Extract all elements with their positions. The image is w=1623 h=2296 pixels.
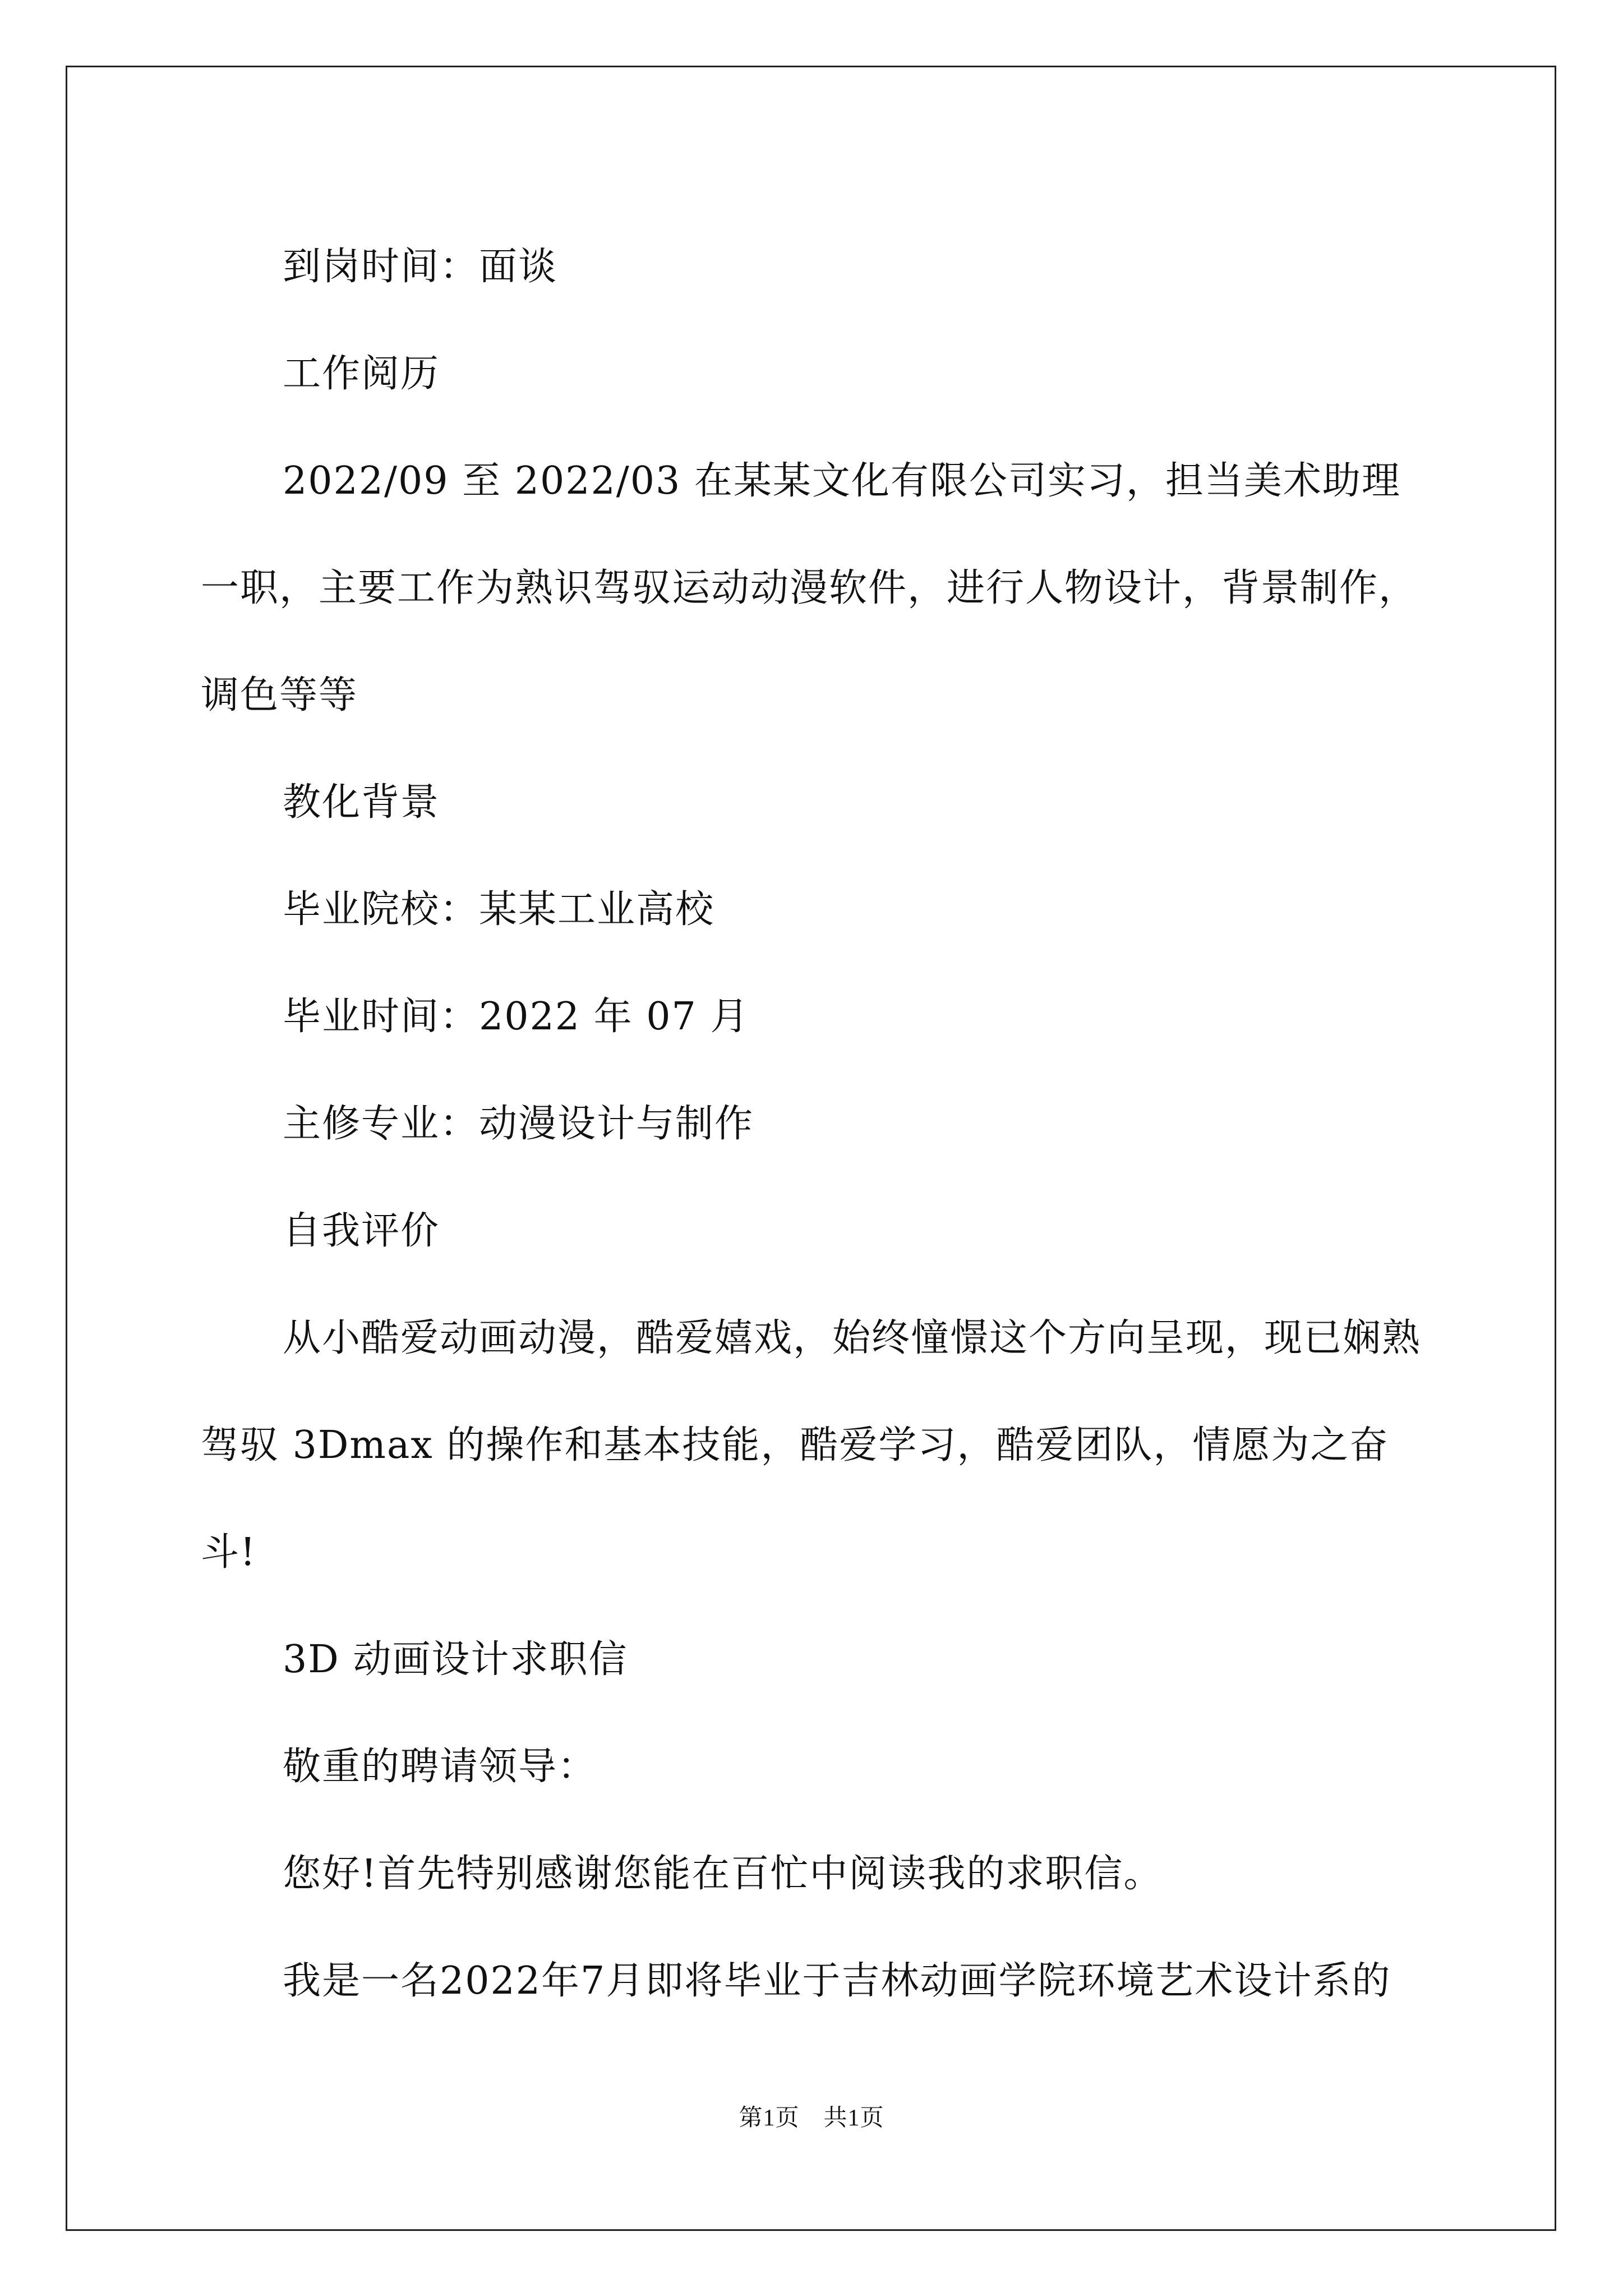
paragraph-greeting: 您好!首先特别感谢您能在百忙中阅读我的求职信。 <box>283 1852 1163 1896</box>
heading-work-experience: 工作阅历 <box>283 352 440 396</box>
page-footer: 第1页 共1页 <box>739 2105 884 2131</box>
heading-self-evaluation: 自我评价 <box>283 1209 440 1253</box>
paragraph-internship: 2022/09 至 2022/03 在某某文化有限公司实习，担当美术助理一职，主要工作为熟识驾驭运动动漫软件，进行人物设计，背景制作，调色等等 <box>201 459 1418 717</box>
paragraph-introduction: 我是一名2022年7月即将毕业于吉林动画学院环境艺术设计系的 <box>283 1959 1391 2003</box>
document-body <box>201 213 1429 2035</box>
paragraph-salutation: 敬重的聘请领导： <box>283 1745 597 1789</box>
paragraph-arrival-time: 到岗时间：面谈 <box>283 245 558 289</box>
heading-education: 教化背景 <box>283 780 440 825</box>
heading-cover-letter: 3D 动画设计求职信 <box>283 1637 628 1682</box>
paragraph-graduation-date: 毕业时间：2022 年 07 月 <box>283 995 750 1039</box>
paragraph-self-evaluation: 从小酷爱动画动漫，酷爱嬉戏，始终憧憬这个方向呈现，现已娴熟驾驭 3Dmax 的操作和基本技能，酷爱学习，酷爱团队，情愿为之奋斗! <box>201 1316 1422 1575</box>
paragraph-school: 毕业院校：某某工业高校 <box>283 887 715 932</box>
paragraph-major: 主修专业：动漫设计与制作 <box>283 1102 754 1146</box>
